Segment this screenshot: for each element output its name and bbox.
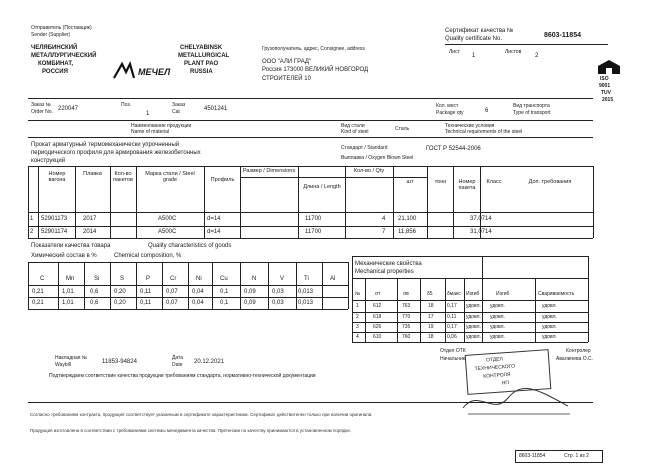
department-name: Начальник xyxy=(440,356,465,362)
places-label-en: Package qty xyxy=(436,110,464,116)
stamp-line-1: ОТДЕЛ xyxy=(485,356,504,364)
waybill-label: Накладная № xyxy=(55,355,88,361)
chem-col-cr: Cr xyxy=(170,276,177,282)
contract-value: 4501241 xyxy=(204,106,228,112)
iso-label-4: 2015 xyxy=(602,97,614,103)
product-desc-line-1: Прокат арматурный термомеханически упрочненный xyxy=(31,142,180,148)
mech-col-yield: σт xyxy=(375,291,381,297)
mech-value: удовл. xyxy=(490,334,505,340)
chem-value: 0,6 xyxy=(90,300,99,306)
steel-tech-label: Технические условия xyxy=(445,123,495,129)
chem-value: 0,04 xyxy=(192,300,204,306)
chem-value: 0,20 xyxy=(114,289,126,295)
places-value: 6 xyxy=(485,108,489,114)
col-header-pieces: шт xyxy=(406,179,414,185)
mech-value: 4 xyxy=(356,334,359,340)
inspector-name: Авалинева О.С. xyxy=(556,356,594,362)
mech-col-max-elongation: δмакс xyxy=(447,291,461,297)
iso-label-3: ТUV xyxy=(601,90,611,96)
mech-value: 18 xyxy=(428,303,434,309)
mech-title-en: Mechanical properties xyxy=(355,269,414,275)
chem-col-v: V xyxy=(280,276,285,282)
mech-value: удовл. xyxy=(490,303,505,309)
mech-value: удовл. xyxy=(542,324,557,330)
col-header-quantity: Кол-во / Qty xyxy=(353,168,385,174)
mech-value: удовл. xyxy=(466,303,481,309)
sheets-label: Листов xyxy=(505,49,522,55)
date-value: 20.12.2021 xyxy=(194,359,225,365)
plant-name-en-2: METALLURGICAL xyxy=(178,53,230,59)
mech-value: удовл. xyxy=(466,314,481,320)
mech-value: удовл. xyxy=(490,324,505,330)
row-length: 11700 xyxy=(305,229,322,235)
mech-value: удовл. xyxy=(466,334,481,340)
standard-value: ГОСТ Р 52544-2006 xyxy=(426,146,481,152)
mech-value: 0,06 xyxy=(447,334,457,340)
row-pieces: 7 xyxy=(382,229,386,235)
chem-value: 1,01 xyxy=(62,289,74,295)
mech-value: 18 xyxy=(428,334,434,340)
date-label: Дата xyxy=(172,355,184,361)
row-length: 11700 xyxy=(305,216,322,222)
chem-subtitle-ru: Химический состав в % xyxy=(31,253,97,259)
col-header-package-no: Номер пакета xyxy=(458,179,476,191)
consignee-line-3: СТРОИТЕЛЕЙ 10 xyxy=(262,76,311,82)
transport-label-en: Type of transport xyxy=(513,110,551,116)
col-header-tonnes: тонн xyxy=(434,179,447,185)
chem-col-s: S xyxy=(120,276,125,282)
waybill-value: 11853-94824 xyxy=(102,359,137,365)
order-value: 220047 xyxy=(58,106,79,112)
mech-value: удовл. xyxy=(542,334,557,340)
iso-house-icon xyxy=(596,58,622,76)
mech-col-bend: Изгиб xyxy=(466,291,480,297)
row-weight: 11,856 xyxy=(398,229,416,235)
chem-col-ti: Ti xyxy=(304,276,309,282)
department-label: Отдел ОТК xyxy=(440,348,466,354)
mech-value: 626 xyxy=(373,324,382,330)
row-melt: 2014 xyxy=(83,229,97,235)
sheets-value: 2 xyxy=(535,53,539,59)
mech-right-col-bend: Изгиб xyxy=(496,291,510,297)
plant-name-en-3: PLANT PAO xyxy=(184,61,219,67)
chem-value: 0,1 xyxy=(220,300,229,306)
sender-label-en: Sender (Supplier) xyxy=(31,32,71,38)
plant-name-ru-4: РОССИЯ xyxy=(42,69,68,75)
row-number: 2 xyxy=(30,229,34,235)
chem-col-si: Si xyxy=(94,276,100,282)
chem-value: 0,21 xyxy=(32,289,44,295)
footer-code-box xyxy=(515,450,603,463)
certificate-number: 8603-11854 xyxy=(544,32,581,39)
col-header-class: Класс xyxy=(486,179,502,185)
chem-value: 0,09 xyxy=(244,300,256,306)
col-header-dimensions: Размер / Dimensions xyxy=(242,168,296,174)
contract-label-en: Cat xyxy=(172,109,180,115)
col-header-profile: Профиль xyxy=(210,177,235,183)
conformity-text: Подтверждаем соответствие качества продукции требованиям стандарта, нормативно-технической документации xyxy=(49,373,316,379)
steel-type-value: Сталь xyxy=(395,126,410,132)
mech-value: 0,11 xyxy=(447,314,457,320)
mech-value: 612 xyxy=(373,303,382,309)
sheet-value: 1 xyxy=(472,53,476,59)
mech-value: 763 xyxy=(402,303,411,309)
waybill-label-en: Waybill xyxy=(55,362,71,368)
plant-name-ru-2: МЕТАЛЛУРГИЧЕСКИЙ xyxy=(31,53,97,59)
row-grade: A500C xyxy=(158,216,177,222)
plant-name-en-4: RUSSIA xyxy=(190,69,213,75)
row-profile: d=14 xyxy=(207,216,221,222)
legal-text-2: Продукция изготовлена в соответствии с требованиями системы менеджмента качества. Претензии по качеству принимаются в установленном порядке. xyxy=(30,428,352,433)
mech-col-number: № xyxy=(355,291,361,297)
iso-label-2: 9001 xyxy=(599,83,611,89)
mech-value: 17 xyxy=(428,314,434,320)
stamp-line-2: ТЕХНИЧЕСКОГО xyxy=(474,363,516,373)
legal-text-1: Согласно требованиям контракта, продукция соответствует указанным в сертификате характеристикам. Сертификат действителен только при наличии оригинала. xyxy=(30,412,373,417)
smelting-label: Выплавка / Oxygen Blown Steel xyxy=(341,155,414,161)
mech-value: 610 xyxy=(373,334,382,340)
chem-col-mn: Mn xyxy=(66,276,75,282)
steel-tech-label-en: Technical requirements of the steel xyxy=(445,129,523,135)
mech-col-elongation: δ5 xyxy=(427,291,433,297)
col-header-grade: Марка стали / Steel grade xyxy=(145,171,195,183)
plant-name-ru-3: КОМБИНАТ, xyxy=(38,61,74,67)
chem-value: 0,07 xyxy=(166,289,178,295)
col-header-note: Доп. требования xyxy=(528,179,572,185)
mech-value: 770 xyxy=(402,314,411,320)
row-melt: 2017 xyxy=(83,216,97,222)
chem-value: 0,03 xyxy=(272,300,284,306)
chem-value: 0,09 xyxy=(244,289,256,295)
places-label: Кол. мест xyxy=(436,103,459,109)
steel-type-label-en: Kind of steel xyxy=(341,129,369,135)
mechel-wordmark: МЕЧЕЛ xyxy=(138,67,171,77)
row-wagon: 52901173 xyxy=(41,216,68,222)
chem-value: 0,1 xyxy=(220,289,229,295)
chem-value: 0,07 xyxy=(166,300,178,306)
mech-value: удовл. xyxy=(490,314,505,320)
product-desc-line-3: конструкций xyxy=(31,158,66,164)
date-label-en: Date xyxy=(172,362,183,368)
position-value: 1 xyxy=(146,111,150,117)
plant-name-ru-1: ЧЕЛЯБИНСКИЙ xyxy=(31,45,78,51)
mech-value: удовл. xyxy=(542,303,557,309)
consignee-line-2: Россия 173000 ВЕЛИКИЙ НОВГОРОД xyxy=(262,67,369,73)
certificate-label-en: Quality certificate No. xyxy=(445,36,503,42)
mech-value: 2 xyxy=(356,314,359,320)
contract-label: Заказ xyxy=(172,102,186,108)
transport-label: Вид транспорта xyxy=(513,103,550,109)
mech-value: удовл. xyxy=(542,314,557,320)
col-header-wagon: Номер вагона xyxy=(48,171,66,183)
chem-value: 0,20 xyxy=(114,300,126,306)
chem-value: 0,21 xyxy=(32,300,44,306)
mech-value: 0,17 xyxy=(447,303,457,309)
mech-value: 760 xyxy=(402,334,411,340)
chem-value: 0,6 xyxy=(90,289,99,295)
chem-col-c: C xyxy=(40,276,45,282)
mech-value: 0,17 xyxy=(447,324,457,330)
product-name-label-en: Name of material xyxy=(131,129,170,135)
plant-name-en-1: CHELYABINSK xyxy=(180,45,223,51)
chem-value: 0,013 xyxy=(298,289,314,295)
chem-value: 0,11 xyxy=(140,300,152,306)
stamp-line-3: КОНТРОЛЯ xyxy=(483,371,511,380)
chem-col-al: Al xyxy=(330,276,336,282)
mech-title-ru: Механические свойства xyxy=(355,261,422,267)
steel-type-label: Вид стали xyxy=(341,123,365,129)
order-label: Заказ № xyxy=(31,102,51,108)
mech-value: 1 xyxy=(356,303,359,309)
stamp-line-4: НП xyxy=(501,379,510,387)
col-header-packages: Кол-во пакетов xyxy=(113,171,133,183)
row-grade: A500C xyxy=(158,229,177,235)
row-extra: 37,0714 xyxy=(470,216,492,222)
row-wagon: 52901174 xyxy=(41,229,68,235)
chem-value: 0,013 xyxy=(298,300,314,306)
quality-title-ru: Показатели качества товара xyxy=(31,243,111,249)
sender-label-ru: Отправитель (Поставщик) xyxy=(31,25,92,31)
product-name-label: Наименование продукции xyxy=(131,123,192,129)
mech-value: 618 xyxy=(373,314,382,320)
row-profile: d=14 xyxy=(207,229,221,235)
standard-label: Стандарт / Standard xyxy=(341,145,388,151)
consignee-label: Грузополучатель, адрес, Consignee, address xyxy=(262,46,365,52)
iso-label-1: ISO xyxy=(600,76,609,82)
chem-value: 1,01 xyxy=(62,300,74,306)
col-header-melt: Плавка xyxy=(83,171,102,177)
sheet-label: Лист xyxy=(449,49,460,55)
chem-value: 0,11 xyxy=(140,289,152,295)
consignee-line-1: ООО "АЛИ ГРАД" xyxy=(262,59,312,65)
chem-value: 0,04 xyxy=(192,289,204,295)
inspector-label: Контролер xyxy=(566,348,591,354)
certificate-label-ru: Сертификат качества № xyxy=(445,28,514,34)
footer-code-1: 8603-11854 xyxy=(519,453,546,459)
chem-value: 0,03 xyxy=(272,289,284,295)
mech-value: удовл. xyxy=(466,324,481,330)
row-weight: 21,100 xyxy=(398,216,417,222)
col-header-length: Длина / Length xyxy=(303,184,341,190)
row-extra: 31,0714 xyxy=(470,229,492,235)
mech-value: 3 xyxy=(356,324,359,330)
mech-col-tensile: σв xyxy=(403,291,409,297)
mech-value: 735 xyxy=(402,324,411,330)
mech-right-col-weldability: Свариваемость xyxy=(538,291,575,297)
row-number: 1 xyxy=(30,216,34,222)
chem-col-ni: Ni xyxy=(196,276,202,282)
chem-subtitle-en: Chemical composition, % xyxy=(114,253,182,259)
product-desc-line-2: периодического профиля для армирования железобетонных xyxy=(31,150,201,156)
row-pieces: 4 xyxy=(382,216,386,222)
quality-title-en: Quality characteristics of goods xyxy=(148,243,232,249)
chem-col-n: N xyxy=(252,276,257,282)
chem-col-p: P xyxy=(146,276,151,282)
order-label-en: Order No. xyxy=(31,109,53,115)
mech-value: 19 xyxy=(428,324,434,330)
footer-code-2: Стр. 1 из 2 xyxy=(564,453,589,459)
position-label: Поз. xyxy=(121,102,131,108)
chem-col-cu: Cu xyxy=(220,276,228,282)
